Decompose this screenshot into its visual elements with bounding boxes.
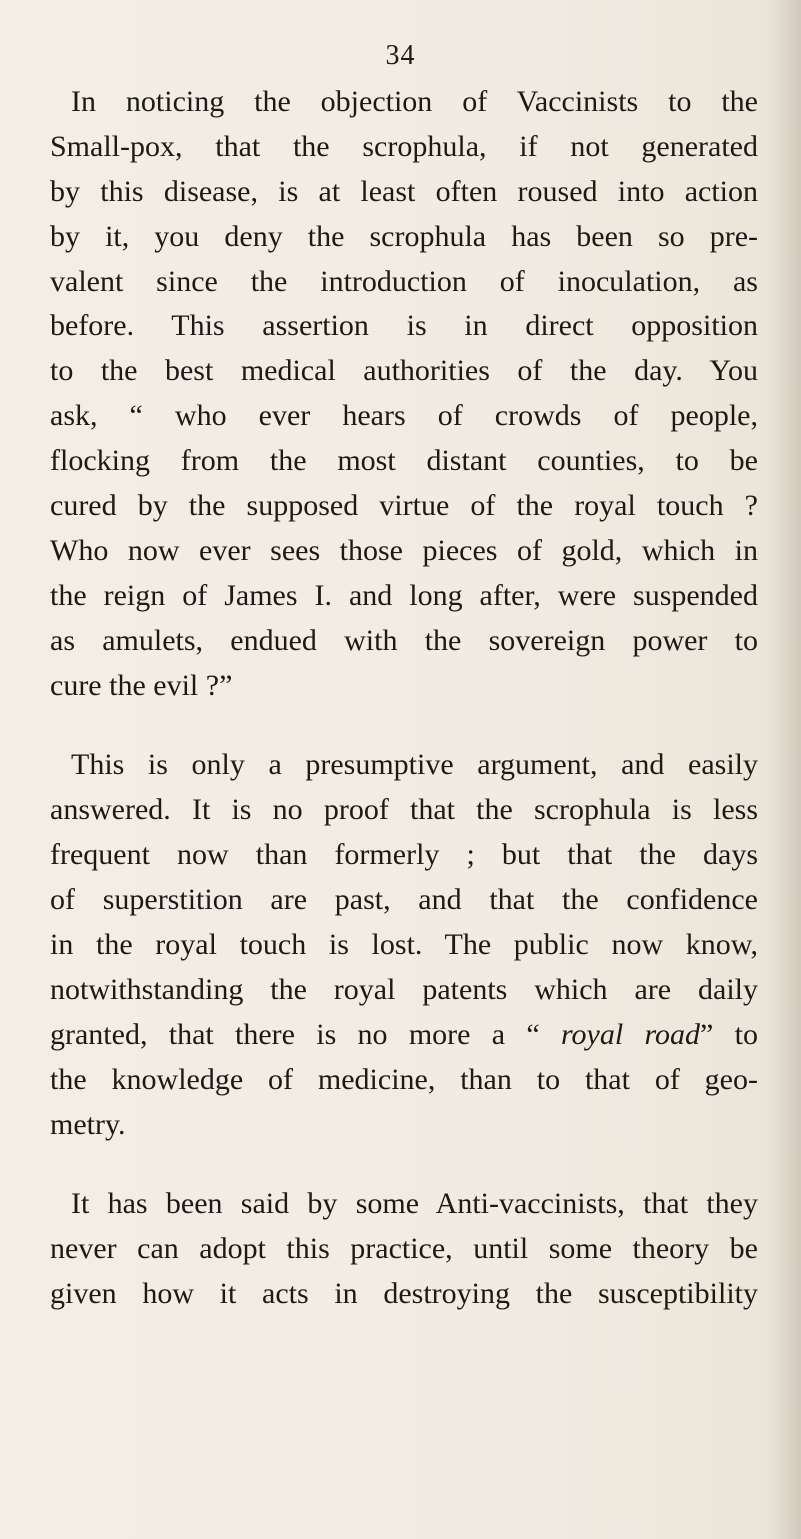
text-line: frequent now than formerly ; but that the days (50, 838, 758, 872)
text-line: Who now ever sees those pieces of gold, which in (50, 533, 758, 567)
text-line: In noticing the objection of Vaccinists to the (71, 85, 758, 118)
text-line: Small-pox, that the scrophula, if not generated (50, 129, 758, 163)
paragraph-gap (50, 1147, 758, 1182)
text-line: notwithstanding the royal patents which are daily (50, 972, 758, 1006)
text-line: ask, “ who ever hears of crowds of people, (50, 399, 758, 433)
paragraph-gap (50, 708, 758, 743)
text-line: answered. It is no proof that the scrophula is less (50, 793, 758, 827)
text-line: the reign of James I. and long after, were suspended (50, 578, 758, 612)
text-line: flocking from the most distant counties, to be (50, 444, 758, 478)
paragraph-1 (50, 80, 758, 708)
text-line: of superstition are past, and that the confidence (50, 883, 758, 917)
text-line: in the royal touch is lost. The public now know, (50, 928, 758, 962)
page-number: 34 (385, 40, 416, 71)
text-line: metry. (50, 1107, 126, 1141)
text-line: to the best medical authorities of the day. You (50, 354, 758, 388)
text-line: before. This assertion is in direct opposition (50, 309, 758, 343)
text-line: given how it acts in destroying the susceptibility (50, 1277, 758, 1311)
page-edge-shadow (771, 0, 801, 1539)
text-line: It has been said by some Anti-vaccinists, that they (71, 1187, 758, 1221)
text-line: This is only a presumptive argument, and easily (71, 748, 758, 782)
text-line: as amulets, endued with the sovereign power to (50, 623, 758, 657)
text-line: valent since the introduction of inoculation, as (50, 264, 758, 298)
body-text (50, 80, 758, 1317)
text-line: never can adopt this practice, until some theory be (50, 1232, 758, 1266)
text-line: granted, that there is no more a “ royal road” to (50, 1017, 758, 1051)
paragraph-3 (50, 1182, 758, 1317)
italic-phrase: royal road (560, 1017, 701, 1051)
paragraph-2 (50, 743, 758, 1147)
text-line: by this disease, is at least often roused into action (50, 174, 758, 208)
text-line: cured by the supposed virtue of the royal touch ? (50, 489, 758, 523)
text-line: the knowledge of medicine, than to that of geo- (50, 1062, 758, 1096)
text-line: cure the evil ?” (50, 668, 233, 702)
text-line: by it, you deny the scrophula has been so pre- (50, 219, 758, 253)
